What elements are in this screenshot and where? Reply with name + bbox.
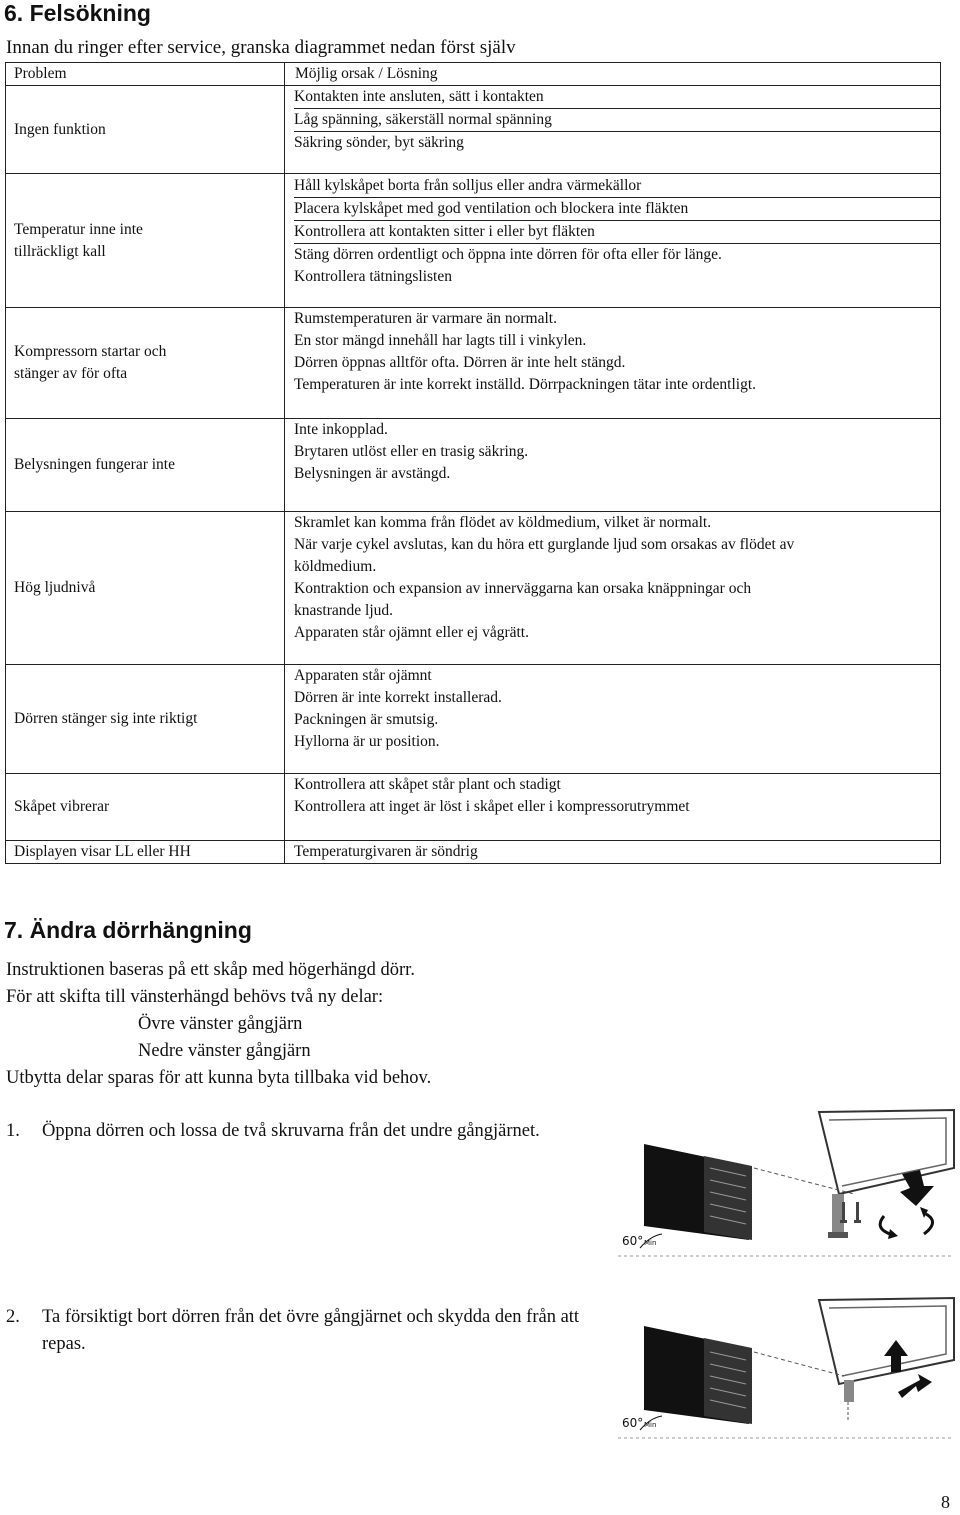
upper-hinge — [844, 1380, 854, 1402]
problem-cell — [6, 174, 285, 308]
solution-cell — [285, 308, 941, 419]
upper-hinge-illustration — [614, 1296, 960, 1442]
section-7-intro-3: Utbytta delar sparas för att kunna byta tillbaka vid behov. — [6, 1068, 432, 1088]
table-row — [6, 774, 941, 841]
solution-line: Säkring sönder, byt säkring — [294, 134, 464, 151]
glass-door — [704, 1338, 752, 1424]
solution-line: Stäng dörren ordentligt och öppna inte dörren för ofta eller för länge. — [294, 246, 722, 263]
table-row — [6, 665, 941, 774]
solution-cell — [285, 174, 941, 308]
solution-line: Kontakten inte ansluten, sätt i kontakten — [294, 86, 940, 109]
step-text: Öppna dörren och lossa de två skruvarna från det undre gångjärnet. — [42, 1121, 540, 1141]
solution-line: Belysningen är avstängd. — [294, 465, 451, 482]
problem-cell — [6, 665, 285, 774]
solution-line: Apparaten står ojämnt — [294, 667, 432, 684]
table-header-row — [6, 63, 941, 86]
solution-line: Temperaturen är inte korrekt inställd. Dörrpackningen tätar inte ordentligt. — [294, 376, 757, 393]
solution-line: Låg spänning, säkerställ normal spänning — [294, 109, 940, 132]
problem-text: Skåpet vibrerar — [14, 798, 110, 815]
rotate-arrow-icon — [880, 1216, 890, 1234]
table-row — [6, 174, 941, 308]
part-lower-left-hinge: Nedre vänster gångjärn — [138, 1041, 311, 1061]
angle-label-suffix: Min — [644, 1239, 657, 1247]
down-arrow-icon — [900, 1170, 934, 1206]
solution-cell — [285, 774, 941, 841]
lower-hinge-illustration — [614, 1108, 960, 1260]
part-upper-left-hinge: Övre vänster gångjärn — [138, 1014, 303, 1034]
problem-text: Hög ljudnivå — [14, 579, 96, 596]
table-row — [6, 419, 941, 512]
solution-cell — [285, 841, 941, 864]
solution-cell — [285, 512, 941, 665]
step-2 — [6, 1304, 602, 1358]
solution-line: En stor mängd innehåll har lagts till i vinkylen. — [294, 332, 587, 349]
problem-cell — [6, 86, 285, 174]
problem-text: Belysningen fungerar inte — [14, 456, 175, 473]
problem-text: Displayen visar LL eller HH — [14, 843, 191, 860]
problem-text: Ingen funktion — [14, 120, 106, 138]
section-6-intro: Innan du ringer efter service, granska diagrammet nedan först själv — [6, 37, 516, 58]
troubleshooting-table — [5, 62, 941, 864]
solution-line: Kontraktion och expansion av innerväggarna kan orsaka knäppningar och — [294, 580, 752, 597]
header-solution: Möjlig orsak / Lösning — [285, 63, 941, 86]
step-text: Ta försiktigt bort dörren från det övre gångjärnet och skydda den från att repas. — [42, 1307, 580, 1354]
problem-text: Dörren stänger sig inte riktigt — [14, 710, 198, 727]
table-row — [6, 86, 941, 174]
solution-line: Placera kylskåpet med god ventilation och blockera inte fläkten — [294, 198, 940, 221]
rotate-arrow-icon — [924, 1214, 933, 1234]
step-number: 2. — [6, 1307, 20, 1327]
table-row — [6, 841, 941, 864]
page-number: 8 — [941, 1492, 950, 1512]
solution-line: Dörren öppnas alltför ofta. Dörren är inte helt stängd. — [294, 354, 626, 371]
section-7-title: 7. Ändra dörrhängning — [4, 917, 252, 943]
solution-cell — [285, 86, 941, 174]
solution-line: Kontrollera att skåpet står plant och stadigt — [294, 776, 561, 793]
table-row — [6, 512, 941, 665]
solution-line: Apparaten står ojämnt eller ej vågrätt. — [294, 624, 529, 641]
solution-line: Dörren är inte korrekt installerad. — [294, 689, 502, 706]
header-problem: Problem — [6, 63, 285, 86]
problem-text: stänger av för ofta — [14, 365, 128, 382]
solution-line: Skramlet kan komma från flödet av köldmedium, vilket är normalt. — [294, 514, 712, 531]
solution-line: köldmedium. — [294, 558, 377, 575]
screws — [840, 1202, 861, 1223]
section-7-intro-1: Instruktionen baseras på ett skåp med högerhängd dörr. — [6, 960, 415, 980]
problem-cell — [6, 841, 285, 864]
solution-line: Temperaturgivaren är söndrig — [294, 843, 478, 860]
pull-arrow-icon — [898, 1374, 932, 1398]
angle-label: 60° — [622, 1416, 644, 1430]
solution-line: Kontrollera tätningslisten — [294, 268, 452, 285]
problem-text: Temperatur inne inte — [14, 220, 143, 238]
section-7-intro-2: För att skifta till vänsterhängd behövs två ny delar: — [6, 987, 384, 1007]
solution-line: Håll kylskåpet borta från solljus eller andra värmekällor — [294, 175, 940, 198]
step-1 — [6, 1118, 602, 1145]
solution-line: Inte inkopplad. — [294, 421, 388, 438]
solution-cell — [285, 665, 941, 774]
solution-line: knastrande ljud. — [294, 602, 394, 619]
solution-line: Kontrollera att kontakten sitter i eller byt fläkten — [294, 221, 940, 244]
solution-line: Hyllorna är ur position. — [294, 733, 440, 750]
solution-line: När varje cykel avslutas, kan du höra ett gurglande ljud som orsakas av flödet av — [294, 536, 795, 553]
solution-line: Kontrollera att inget är löst i skåpet eller i kompressorutrymmet — [294, 798, 690, 815]
angle-label-suffix: Min — [644, 1421, 657, 1429]
solution-cell — [285, 419, 941, 512]
problem-text: Kompressorn startar och — [14, 343, 167, 360]
angle-label: 60° — [622, 1234, 644, 1248]
problem-text: tillräckligt kall — [14, 242, 106, 260]
problem-cell — [6, 419, 285, 512]
solution-line: Packningen är smutsig. — [294, 711, 439, 728]
solution-line: Brytaren utlöst eller en trasig säkring. — [294, 443, 529, 460]
problem-cell — [6, 512, 285, 665]
table-row — [6, 308, 941, 419]
problem-cell — [6, 308, 285, 419]
solution-line: Rumstemperaturen är varmare än normalt. — [294, 310, 557, 327]
problem-cell — [6, 774, 285, 841]
cabinet-top-surface — [819, 1110, 954, 1194]
section-6-title: 6. Felsökning — [4, 0, 151, 26]
cabinet-top-surface — [819, 1298, 954, 1384]
step-number: 1. — [6, 1121, 20, 1141]
